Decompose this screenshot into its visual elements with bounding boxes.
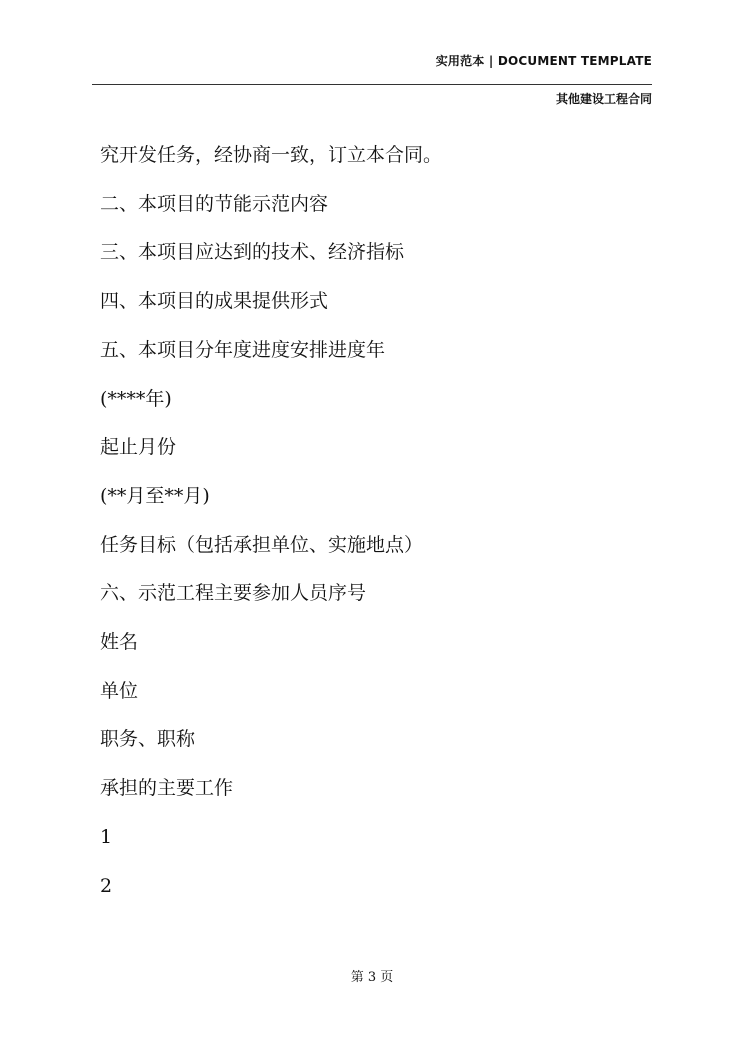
body-line: (**月至**月) bbox=[100, 485, 210, 507]
header-divider bbox=[92, 84, 652, 85]
body-line: 姓名 bbox=[100, 631, 139, 653]
body-line: 职务、职称 bbox=[100, 728, 196, 750]
header-title: 实用范本 | DOCUMENT TEMPLATE bbox=[435, 54, 652, 68]
body-line: 任务目标（包括承担单位、实施地点） bbox=[100, 534, 424, 556]
body-line: (****年) bbox=[100, 388, 172, 410]
page-number: 第 3 页 bbox=[350, 970, 394, 985]
body-line: 二、本项目的节能示范内容 bbox=[100, 193, 329, 215]
body-line: 2 bbox=[100, 875, 113, 897]
body-line: 六、示范工程主要参加人员序号 bbox=[100, 582, 367, 604]
body-line: 究开发任务，经协商一致，订立本合同。 bbox=[100, 144, 443, 166]
body-line: 三、本项目应达到的技术、经济指标 bbox=[100, 241, 405, 263]
body-line: 四、本项目的成果提供形式 bbox=[100, 290, 329, 312]
header-subtitle: 其他建设工程合同 bbox=[555, 92, 652, 106]
body-line: 单位 bbox=[100, 680, 139, 702]
body-line: 五、本项目分年度进度安排进度年 bbox=[100, 339, 386, 361]
body-line: 1 bbox=[100, 826, 113, 848]
body-line: 承担的主要工作 bbox=[100, 777, 234, 799]
body-line: 起止月份 bbox=[100, 436, 177, 458]
